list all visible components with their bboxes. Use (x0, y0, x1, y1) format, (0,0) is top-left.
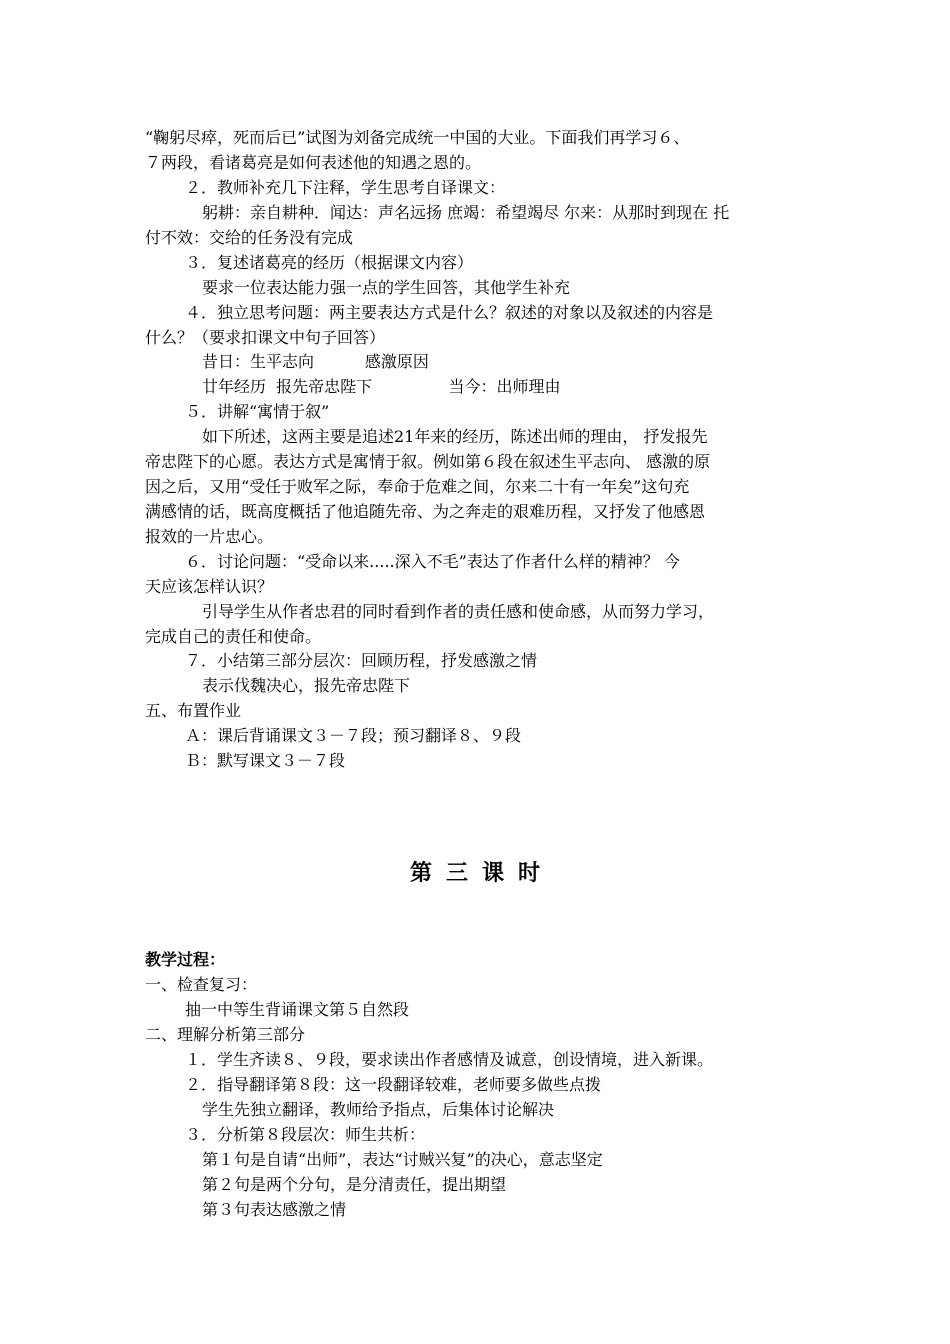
text-line: “鞠躬尽瘁，死而后已”试图为刘备完成统一中国的大业。下面我们再学习６、 (145, 128, 690, 147)
text-line: ２．教师补充几下注释，学生思考自译课文： (185, 178, 506, 197)
text-line: 报效的一片忠心。 (145, 527, 274, 546)
text-line: 学生先独立翻译，教师给予指点，后集体讨论解决 (202, 1100, 555, 1119)
text-line: 抽一中等生背诵课文第５自然段 (185, 1000, 410, 1019)
text-line: 第３句表达感激之情 (202, 1200, 347, 1219)
text-line: 如下所述，这两主要是追述21年来的经历，陈述出师的理由， 抒发报先 (202, 427, 708, 446)
text-line: 廿年经历 报先帝忠陛下 当今：出师理由 (202, 377, 561, 396)
text-line: ４．独立思考问题：两主要表达方式是什么？叙述的对象以及叙述的内容是 (185, 303, 714, 322)
text-line: 二、理解分析第三部分 (145, 1025, 306, 1044)
text-line: 昔日：生平志向 感激原因 (202, 352, 429, 371)
text-line: １．学生齐读８、９段，要求读出作者感情及诚意，创设情境，进入新课。 (185, 1050, 714, 1069)
text-line: 付不效：交给的任务没有完成 (145, 228, 354, 247)
text-line: 什么？（要求扣课文中句子回答） (145, 328, 386, 347)
text-line: ２．指导翻译第８段：这一段翻译较难，老师要多做些点拨 (185, 1075, 602, 1094)
text-line: 因之后，又用“受任于败军之际，奉命于危难之间，尔来二十有一年矣”这句充 (145, 477, 690, 496)
text-line: 表示伐魏决心，报先帝忠陛下 (202, 676, 411, 695)
text-line: Ｂ：默写课文３－７段 (185, 751, 346, 770)
text-line: ３．复述诸葛亮的经历（根据课文内容） (185, 253, 474, 272)
text-line: ７两段，看诸葛亮是如何表述他的知遇之恩的。 (145, 153, 482, 172)
text-line: 帝忠陛下的心愿。表达方式是寓情于叙。例如第６段在叙述生平志向、 感激的原 (145, 452, 711, 471)
text-line: ７．小结第三部分层次：回顾历程，抒发感激之情 (185, 651, 538, 670)
text-line: 完成自己的责任和使命。 (145, 627, 322, 646)
section-heading: 教学过程： (145, 950, 226, 969)
text-line: 要求一位表达能力强一点的学生回答，其他学生补充 (202, 278, 571, 297)
text-line: 第１句是自请“出师”，表达“讨贼兴复”的决心，意志坚定 (202, 1150, 603, 1169)
text-line: 五、布置作业 (145, 701, 242, 720)
text-line: 一、检查复习： (145, 975, 258, 994)
text-line: 天应该怎样认识？ (145, 577, 274, 596)
text-line: 满感情的话，既高度概括了他追随先帝、为之奔走的艰难历程，又抒发了他感恩 (145, 502, 706, 521)
text-line: 躬耕：亲自耕种．闻达：声名远扬 庶竭：希望竭尽 尔来：从那时到现在 托 (202, 203, 730, 222)
text-line: ５．讲解“寓情于叙” (185, 402, 330, 421)
text-line: 第２句是两个分句，是分清责任，提出期望 (202, 1175, 507, 1194)
section-title: 第三课时 (409, 860, 554, 886)
text-line: 引导学生从作者忠君的同时看到作者的责任感和使命感，从而努力学习， (202, 602, 715, 621)
text-line: Ａ：课后背诵课文３－７段；预习翻译８、９段 (185, 726, 522, 745)
text-line: ６．讨论问题：“受命以来.....深入不毛”表达了作者什么样的精神？ 今 (185, 552, 680, 571)
text-line: ３．分析第８段层次：师生共析： (185, 1125, 426, 1144)
